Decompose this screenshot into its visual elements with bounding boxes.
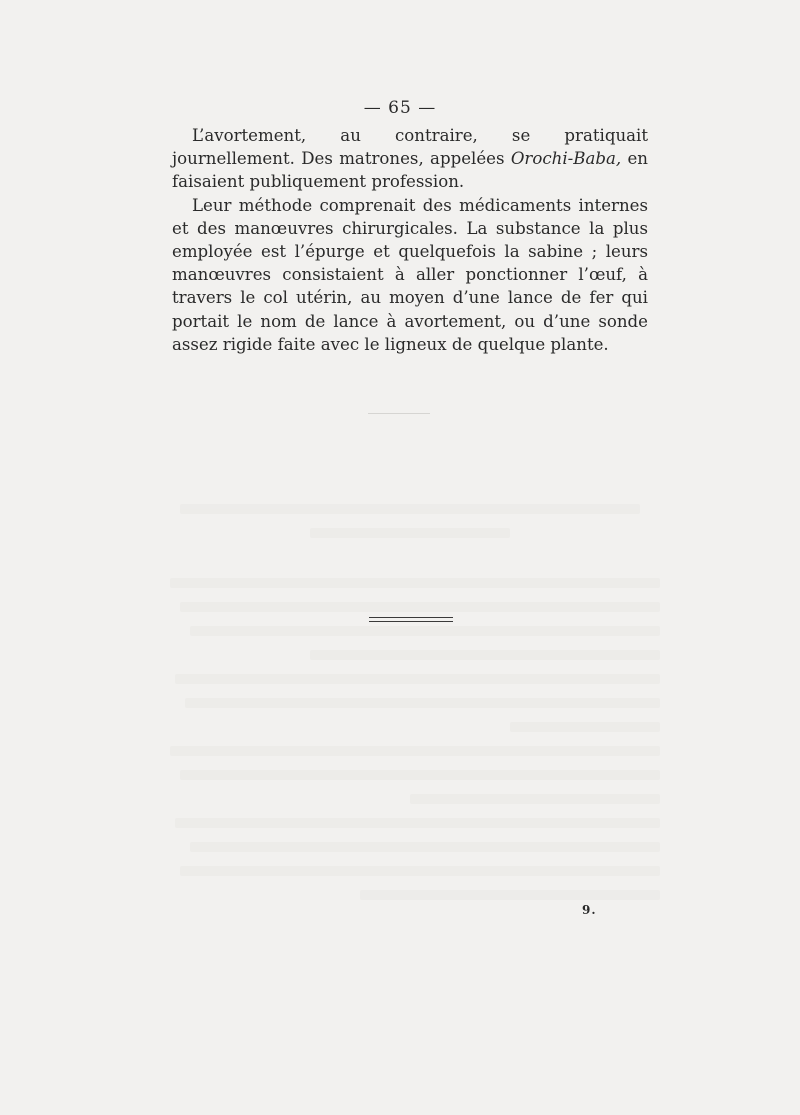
paragraph-1-part-1: L’avortement, au contraire, se pratiquait journellement. Des matrones, appelées: [172, 126, 648, 169]
body-text: [172, 124, 648, 356]
term-orochi-baba: Orochi-Baba,: [510, 149, 622, 169]
signature-mark: 9.: [582, 903, 597, 917]
section-end-double-rule: [369, 617, 453, 622]
paragraph-2: [172, 194, 648, 356]
section-separator-faint: [368, 413, 430, 414]
paragraph-1: [172, 124, 648, 194]
paragraph-2-text: Leur méthode comprenait des médicaments internes et des manœuvres chirurgicales. La substance la plus employée est l’épurge et quelquefois la sabine ; leurs manœuvres consistaient à aller ponctionner l’œuf, à travers le col utérin, au moyen d’une lance de fer qui portait le nom de lance à avortement, ou d’une sonde assez rigide faite avec le ligneux de quelque plante.: [172, 195, 648, 354]
show-through-background: [160, 490, 660, 914]
page-number: — 65 —: [363, 98, 437, 118]
paragraph-1-part-2: en faisaient publiquement profession.: [172, 149, 648, 192]
